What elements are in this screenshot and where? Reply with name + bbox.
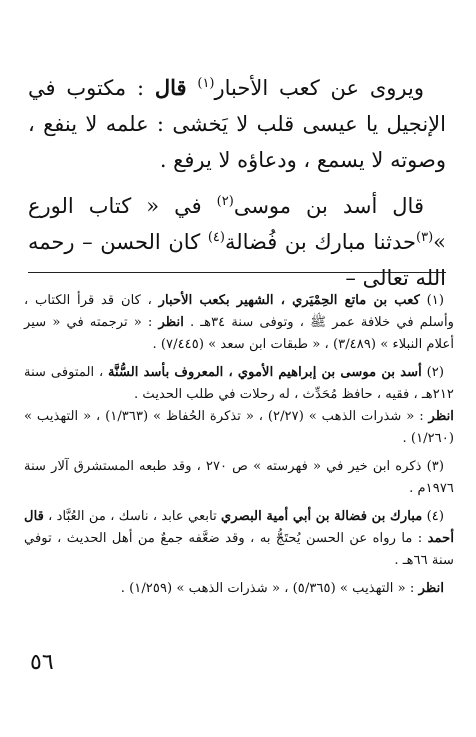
footnote-1-number: (١) bbox=[426, 293, 444, 308]
footnote-4-number: (٤) bbox=[426, 509, 444, 524]
footnote-3 bbox=[24, 456, 454, 500]
footnote-4-name: مبارك بن فضالة بن أبي أمية البصري bbox=[221, 509, 423, 524]
footnote-4-refs: : ما رواه عن الحسن يُحتَجُّ به ، وقد ضعَّفه جمعٌ من أهل الحديث ، توفي سنة ٦٦هـ . bbox=[24, 531, 454, 568]
footnote-ref-1: (١) bbox=[197, 76, 215, 91]
footnote-ref-4: (٤) bbox=[207, 230, 225, 245]
footnote-1-refs: : « ترجمته في « سير أعلام النبلاء » (٣/٤٨٩) ، « طبقات ابن سعد » (٧/٤٤٥) . bbox=[24, 315, 454, 352]
paragraph-asad-quote bbox=[28, 188, 446, 296]
footnote-3-number: (٣) bbox=[426, 459, 444, 474]
paragraph-ka-b-quote bbox=[28, 70, 446, 178]
footnote-2-text: ، المتوفى سنة ٢١٢هـ ، فقيه ، حافظ مُحَدِّث ، له رحلات في طلب الحديث . bbox=[24, 365, 454, 402]
footnote-4-text: تابعي عابد ، ناسك ، من العُبَّاد ، bbox=[48, 509, 217, 524]
p2-text-c: حدثنا مبارك بن فُضالة bbox=[224, 230, 416, 254]
p2-text-a: قال أسد بن موسى bbox=[233, 194, 424, 218]
footnote-2-number: (٢) bbox=[426, 365, 444, 380]
p2-text-d: كان الحسن – رحمه الله تعالى – bbox=[28, 230, 446, 290]
footnote-3-text: ذكره ابن خير في « فهرسته » ص ٢٧٠ ، وقد طبعه المستشرق آلار سنة ١٩٧٦م . bbox=[24, 459, 454, 496]
footnote-4-see-also bbox=[24, 578, 454, 600]
footnote-2-refs: : « شذرات الذهب » (٢/٢٧) ، « تذكرة الحُفاظ » (١/٣٦٣) ، « التهذيب » (١/٢٦٠) . bbox=[24, 409, 454, 446]
footnote-ref-3: (٣) bbox=[416, 230, 434, 245]
footnote-divider bbox=[28, 272, 446, 273]
p1-qala: قال bbox=[154, 75, 187, 100]
footnote-1 bbox=[24, 290, 454, 356]
p1-text-a: ويروى عن كعب الأحبار bbox=[214, 76, 424, 100]
footnote-4b-label: انظر bbox=[418, 581, 444, 596]
footnote-4-label: قال أحمد bbox=[24, 509, 454, 546]
footnote-1-label: انظر bbox=[158, 315, 184, 330]
footnote-ref-2: (٢) bbox=[216, 194, 234, 209]
footnotes bbox=[24, 290, 454, 606]
p2-text-b: في « كتاب الورع » bbox=[28, 194, 446, 254]
footnote-2 bbox=[24, 362, 454, 450]
footnote-4 bbox=[24, 506, 454, 572]
footnote-2-name: أسد بن موسى بن إبراهيم الأموي ، المعروف بأسد السُّنَّة bbox=[107, 365, 422, 380]
main-text bbox=[28, 70, 446, 306]
footnote-2-label: انظر bbox=[428, 409, 454, 424]
footnote-1-name: كعب بن ماتع الحِمْيَري ، الشهير بكعب الأحبار bbox=[158, 293, 420, 308]
footnote-1-text: ، كان قد قرأ الكتاب ، وأسلم في خلافة عمر ﷺ ، وتوفى سنة ٣٤هـ . bbox=[24, 293, 455, 330]
page-number: ٥٦ bbox=[30, 650, 54, 675]
p1-text-c: : مكتوب في الإنجيل يا عيسى قلب لا يَخشى : علمه لا ينفع ، وصوته لا يسمع ، ودعاؤه لا يرفع . bbox=[28, 76, 446, 172]
footnote-4b-refs: : « التهذيب » (٥/٣٦٥) ، « شذرات الذهب » (١/٢٥٩) . bbox=[120, 581, 415, 596]
